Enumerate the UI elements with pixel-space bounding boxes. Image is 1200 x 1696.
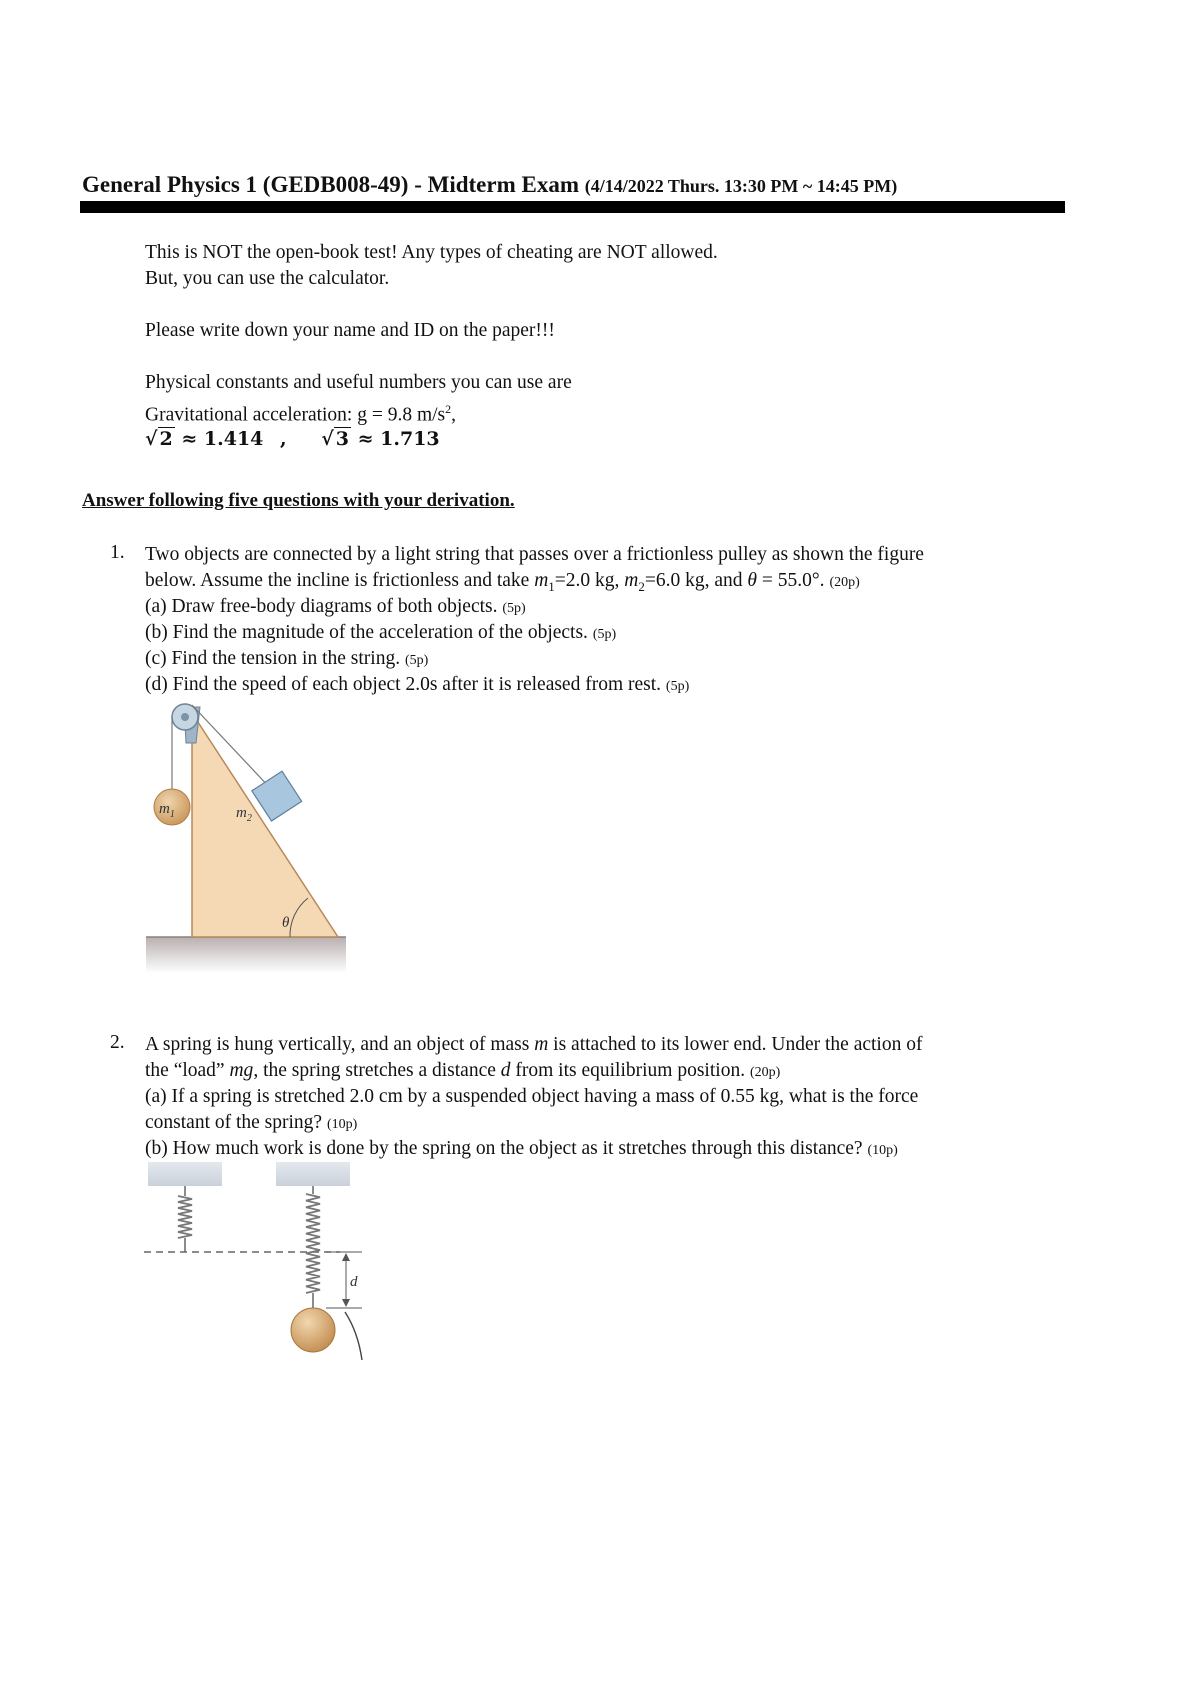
q1-part-b-text: (b) Find the magnitude of the acceleration of the objects. (145, 622, 588, 643)
section-heading: Answer following five questions with your derivation. (82, 490, 515, 511)
q1-part-d-points: (5p) (665, 679, 690, 694)
q2-line-1-text-a: A spring is hung vertically, and an object of mass (145, 1034, 535, 1055)
q1-m1-value: =2.0 kg, (554, 570, 625, 591)
gravity-line (145, 396, 456, 429)
q1-part-b (145, 620, 616, 648)
instruction-line-2: But, you can use the calculator. (145, 268, 390, 289)
q2-line-2-text-b: , the spring stretches a distance (253, 1060, 501, 1081)
q1-m2-symbol: m (624, 570, 639, 591)
sqrt3-radicand: 3 (335, 428, 349, 450)
fig-m1-label: $m_1$ (159, 801, 175, 820)
q2-part-b-points: (10p) (867, 1143, 898, 1158)
ceiling-right (276, 1162, 350, 1186)
q1-part-c-points: (5p) (404, 653, 429, 668)
title-rule (80, 201, 1065, 213)
q1-part-c (145, 646, 428, 674)
q1-line-1: Two objects are connected by a light string that passes over a frictionless pulley as shown the figure (145, 544, 924, 565)
sqrt-symbol: √ (145, 428, 158, 450)
gravity-text: Gravitational acceleration: g = 9.8 m/s (145, 404, 446, 426)
pulley-axle (181, 713, 189, 721)
q1-part-d-text: (d) Find the speed of each object 2.0s after it is released from rest. (145, 674, 662, 695)
q1-theta-value: = 55.0°. (757, 570, 825, 591)
gravity-exponent: 2 (445, 402, 452, 416)
exam-title-text: General Physics 1 (GEDB008-49) - Midterm Exam (82, 172, 579, 197)
q1-number: 1. (110, 542, 125, 563)
sqrt-constants (145, 426, 440, 452)
q1-part-a (145, 594, 526, 622)
q2-points: (20p) (749, 1065, 781, 1080)
incline-pulley-figure (140, 695, 360, 975)
q2-line-1-text-b: is attached to its lower end. Under the action of (548, 1034, 923, 1055)
q2-part-a-line-2-text: constant of the spring? (145, 1112, 323, 1133)
sqrt-separator: , (280, 428, 287, 450)
q2-m-symbol: m (534, 1034, 549, 1055)
q1-line-2-text: below. Assume the incline is frictionless and take (145, 570, 535, 591)
fig-m2-label: $m_2$ (236, 805, 252, 824)
q1-theta-symbol: θ (747, 570, 758, 591)
q2-part-a-points: (10p) (326, 1117, 358, 1132)
instruction-line-4: Physical constants and useful numbers you can use are (145, 372, 572, 393)
sqrt2-value: ≈ 1.414 (181, 428, 264, 450)
q2-part-b-text: (b) How much work is done by the spring on the object as it stretches through this distance? (145, 1138, 863, 1159)
q2-mg-symbol: mg (229, 1060, 254, 1081)
mass-m2-block (252, 771, 302, 821)
q1-m2-subscript: 2 (638, 578, 645, 594)
spring-stretched (306, 1186, 320, 1308)
q2-line-1 (145, 1032, 922, 1058)
exam-date-time: (4/14/2022 Thurs. 13:30 PM ~ 14:45 PM) (584, 176, 898, 196)
q1-m2-value: =6.0 kg, and (644, 570, 748, 591)
spring-mass-ball (291, 1308, 335, 1352)
string-curve (345, 1312, 362, 1360)
q2-line-2-text-a: the “load” (145, 1060, 230, 1081)
sqrt2-radicand: 2 (159, 428, 173, 450)
q2-number: 2. (110, 1032, 125, 1053)
q1-part-a-text: (a) Draw free-body diagrams of both objects. (145, 596, 498, 617)
q1-part-b-points: (5p) (592, 627, 617, 642)
q1-part-c-text: (c) Find the tension in the string. (145, 648, 401, 669)
exam-title (82, 172, 897, 198)
sqrt3-value: ≈ 1.713 (357, 428, 440, 450)
q2-line-2 (145, 1058, 780, 1086)
ceiling-left (148, 1162, 222, 1186)
d-arrow-down (342, 1299, 350, 1307)
incline-wedge (192, 713, 338, 937)
instruction-line-1: This is NOT the open-book test! Any types of cheating are NOT allowed. (145, 242, 718, 263)
q2-d-symbol: d (500, 1060, 511, 1081)
q2-part-a-line-2 (145, 1110, 357, 1138)
spring-figure (140, 1160, 380, 1380)
q1-points: (20p) (829, 575, 860, 590)
q2-line-2-text-c: from its equilibrium position. (510, 1060, 746, 1081)
fig-theta-label: θ (282, 915, 290, 931)
fig-d-label: d (350, 1274, 358, 1290)
instruction-line-3: Please write down your name and ID on the paper!!! (145, 320, 555, 341)
d-arrow-up (342, 1253, 350, 1261)
q1-part-a-points: (5p) (502, 601, 526, 616)
ground (146, 937, 346, 973)
q1-m1-subscript: 1 (548, 578, 555, 594)
spring-unstretched (178, 1186, 192, 1252)
q2-part-a-line-1: (a) If a spring is stretched 2.0 cm by a suspended object having a mass of 0.55 kg, what is the force (145, 1086, 919, 1107)
q1-m1-symbol: m (534, 570, 549, 591)
sqrt-symbol: √ (321, 428, 334, 450)
gravity-end: , (451, 404, 457, 426)
